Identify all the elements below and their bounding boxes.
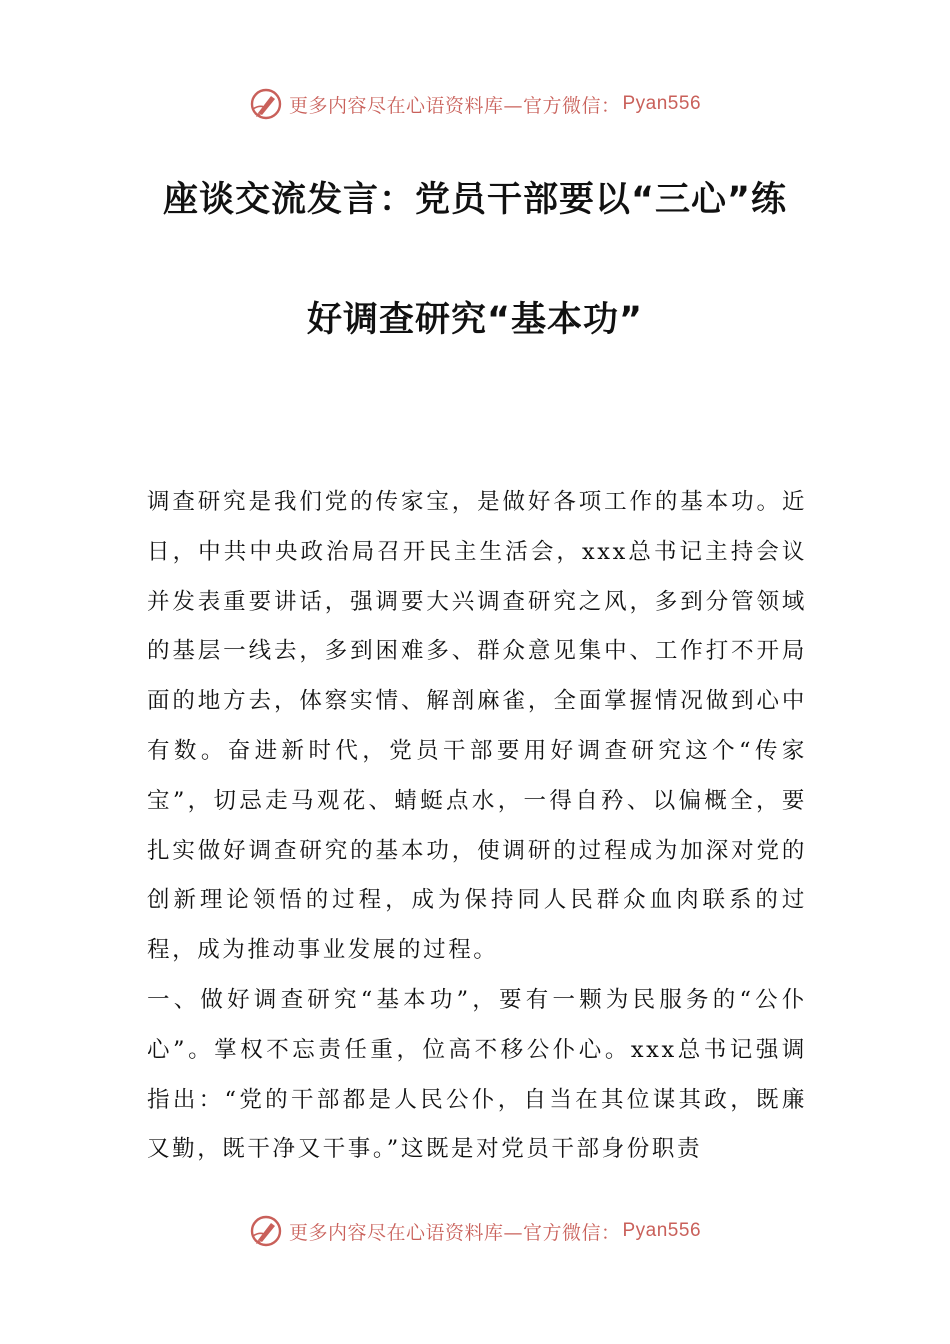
article-body [147,478,807,1175]
paragraph-intro: 调查研究是我们党的传家宝，是做好各项工作的基本功。近日，中共中央政治局召开民主生活会，xxx总书记主持会议并发表重要讲话，强调要大兴调查研究之风，多到分管领域的基层一线去，多到困难多、群众意见集中、工作打不开局面的地方去，体察实情、解剖麻雀，全面掌握情况做到心中有数。奋进新时代，党员干部要用好调查研究这个“传家宝”，切忌走马观花、蜻蜓点水，一得自矜、以偏概全，要扎实做好调查研究的基本功，使调研的过程成为加深对党的创新理论领悟的过程，成为保持同人民群众血肉联系的过程，成为推动事业发展的过程。 [147,489,807,964]
pen-logo-icon [249,87,283,121]
pen-logo-icon [249,1214,283,1248]
header-watermark [0,84,950,124]
watermark-text: 更多内容尽在心语资料库—官方微信： [288,1221,621,1244]
title-line-1: 座谈交流发言：党员干部要以“三心”练 [162,180,787,220]
watermark-text: 更多内容尽在心语资料库—官方微信： [288,94,621,117]
title-line-2: 好调查研究“基本功” [306,300,643,340]
footer-watermark [0,1211,950,1251]
watermark-wechat-id: Pyan556 [622,93,702,114]
paragraph-section-one: 一、做好调查研究“基本功”，要有一颗为民服务的“公仆心”。掌权不忘责任重，位高不移公仆心。xxx总书记强调指出：“党的干部都是人民公仆，自当在其位谋其政，既廉又勤，既干净又干事。”这既是对党员干部身份职责 [147,986,807,1163]
watermark-wechat-id: Pyan556 [622,1220,702,1241]
